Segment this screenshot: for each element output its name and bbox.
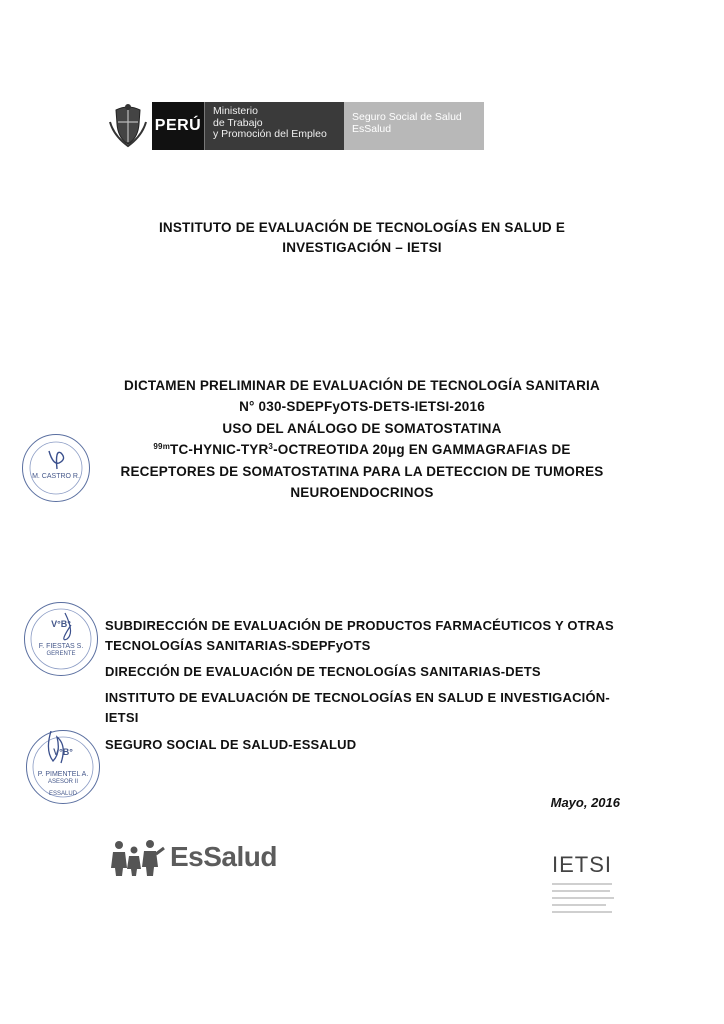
approval-stamp [26,730,100,804]
ietsi-logo-subtext-mark [552,897,614,899]
office-line: INSTITUTO DE EVALUACIÓN DE TECNOLOGÍAS EN SALUD E INVESTIGACIÓN- [105,690,610,705]
stamp-name: F. FIESTAS S. [38,643,84,650]
essalud-line: Seguro Social de Salud [352,111,462,123]
essalud-header-label [344,102,484,150]
peru-label: PERÚ [152,102,204,150]
dictamen-title-line: NEUROENDOCRINOS [290,485,434,500]
stamp-name: M. CASTRO R. [32,473,80,480]
signature-mark [23,435,89,501]
office-line: TECNOLOGÍAS SANITARIAS-SDEPFyOTS [105,638,371,653]
coat-of-arms-icon [108,102,148,150]
ietsi-logo-subtext-mark [552,904,606,906]
dictamen-title-line: DICTAMEN PRELIMINAR DE EVALUACIÓN DE TECNOLOGÍA SANITARIA [124,378,600,393]
dictamen-title-line: USO DEL ANÁLOGO DE SOMATOSTATINA [222,421,502,436]
ietsi-logo-subtext-mark [552,890,610,892]
ministry-line: de Trabajo [213,116,263,129]
essalud-logo-text: EsSalud [170,841,277,872]
superscript: 3 [268,442,274,451]
office-line: IETSI [105,710,139,725]
ietsi-logo-text: IETSI [552,852,613,877]
ietsi-logo [552,852,614,913]
document-date: Mayo, 2016 [550,795,620,810]
dictamen-title-line [0,442,724,457]
stamp-role: ASESOR II [47,779,78,785]
stamp-vb: V°B° [53,747,73,757]
superscript: 99m [153,442,171,451]
office-line: SUBDIRECCIÓN DE EVALUACIÓN DE PRODUCTOS FARMACÉUTICOS Y OTRAS [105,618,614,633]
compound-name-rest: -OCTREOTIDA 20μg EN GAMMAGRAFIAS DE [273,442,571,457]
header-banner [108,102,484,150]
stamp-vb: V°B° [51,619,71,629]
institute-title-line: INSTITUTO DE EVALUACIÓN DE TECNOLOGÍAS EN SALUD E [158,220,566,235]
compound-name: TC-HYNIC-TYR [170,442,269,457]
institute-title-line: INVESTIGACIÓN – IETSI [282,240,442,255]
dictamen-number: N° 030-SDEPFyOTS-DETS-IETSI-2016 [239,399,485,414]
ministry-line: y Promoción del Empleo [213,128,327,140]
essalud-logo [110,838,277,876]
ietsi-logo-subtext-mark [552,883,612,885]
ministry-line: Ministerio [213,105,258,117]
office-line: DIRECCIÓN DE EVALUACIÓN DE TECNOLOGÍAS SANITARIAS-DETS [105,664,541,679]
family-figures-icon [110,838,168,876]
stamp-org: ESSALUD [48,791,77,797]
office-line: SEGURO SOCIAL DE SALUD-ESSALUD [105,737,357,752]
stamp-name: P. PIMENTEL A. [37,771,89,778]
essalud-line: EsSalud [352,122,392,135]
dictamen-title-line: RECEPTORES DE SOMATOSTATINA PARA LA DETECCION DE TUMORES [120,464,604,479]
stamp-ring [25,603,97,675]
stamp-role: GERENTE [46,651,76,657]
ietsi-logo-subtext-mark [552,911,612,913]
approval-stamp [22,434,90,502]
approval-stamp [24,602,98,676]
ministry-label [204,102,344,150]
